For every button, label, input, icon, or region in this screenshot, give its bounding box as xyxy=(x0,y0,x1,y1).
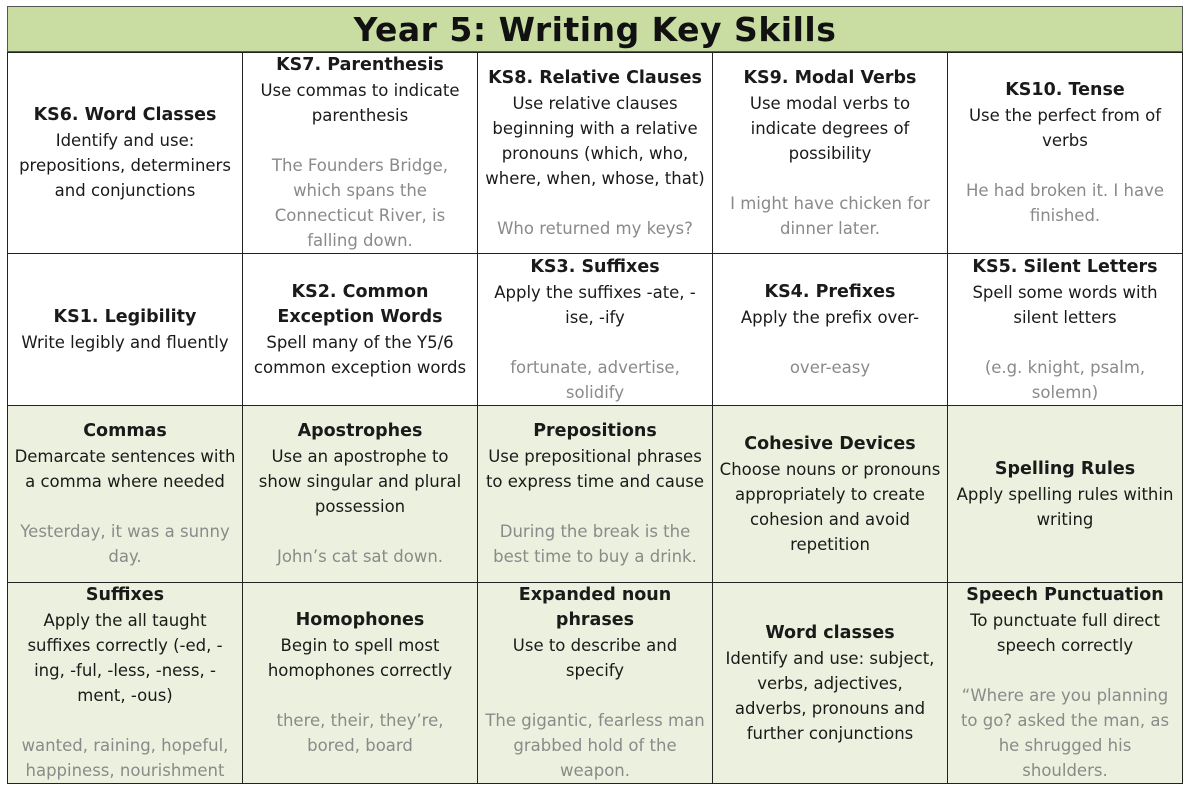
skill-cell xyxy=(713,583,948,784)
skill-cell xyxy=(243,583,478,784)
skill-cell xyxy=(948,254,1183,406)
skill-description: Apply the prefix over- xyxy=(740,307,920,327)
skill-heading: KS5. Silent Letters xyxy=(972,256,1158,277)
skill-description: Use to describe and specify xyxy=(512,636,678,680)
skills-row xyxy=(8,254,1183,406)
skill-example: over-easy xyxy=(789,357,871,377)
skill-heading: KS10. Tense xyxy=(1005,80,1125,100)
skill-cell xyxy=(8,53,243,254)
skill-heading: Cohesive Devices xyxy=(744,433,916,454)
skill-heading: KS3. Suffixes xyxy=(530,256,660,277)
skill-cell xyxy=(478,254,713,406)
skill-description: Demarcate sentences with a comma where needed xyxy=(14,447,236,491)
skill-description: Use the perfect from of verbs xyxy=(968,106,1162,150)
skill-heading: KS4. Prefixes xyxy=(764,281,896,302)
skill-example: The gigantic, fearless man grabbed hold of the weapon. xyxy=(485,711,705,780)
skills-row xyxy=(8,406,1183,583)
skill-example: “Where are you planning to go? asked the man, as he shrugged his shoulders. xyxy=(960,686,1170,780)
skill-example: Who returned my keys? xyxy=(497,218,693,238)
skill-heading: Expanded noun phrases xyxy=(518,585,672,630)
skill-description: Use prepositional phrases to express time and cause xyxy=(485,447,705,491)
skill-description: Spell some words with silent letters xyxy=(972,282,1158,327)
skill-description: Choose nouns or pronouns appropriately to create cohesion and avoid repetition xyxy=(719,459,941,554)
skill-cell xyxy=(713,53,948,254)
skill-cell xyxy=(8,254,243,406)
skill-example: there, their, they’re, bored, board xyxy=(276,711,444,755)
skill-heading: Homophones xyxy=(295,610,425,630)
skill-heading: KS1. Legibility xyxy=(53,306,197,327)
skill-cell xyxy=(8,406,243,583)
skill-cell xyxy=(243,254,478,406)
skill-cell xyxy=(478,406,713,583)
skill-description: Use an apostrophe to show singular and plural possession xyxy=(258,447,462,516)
skill-heading: KS7. Parenthesis xyxy=(276,55,444,75)
skill-cell xyxy=(713,254,948,406)
skill-cell xyxy=(948,53,1183,254)
skill-description: Identify and use: subject, verbs, adjectives, adverbs, pronouns and further conjunctions xyxy=(725,648,935,743)
skills-sheet xyxy=(7,6,1183,786)
skill-example: Yesterday, it was a sunny day. xyxy=(20,522,230,566)
skill-example: wanted, raining, hopeful, happiness, nourishment xyxy=(21,736,229,780)
skill-cell xyxy=(948,583,1183,784)
skill-description: Apply spelling rules within writing xyxy=(956,484,1174,529)
skill-description: Begin to spell most homophones correctly xyxy=(267,636,453,680)
skill-example: I might have chicken for dinner later. xyxy=(730,193,930,238)
skill-example: During the break is the best time to buy a drink. xyxy=(493,522,697,566)
skill-heading: Prepositions xyxy=(533,421,657,441)
skill-cell xyxy=(478,583,713,784)
skill-example: fortunate, advertise, solidify xyxy=(510,357,680,402)
skill-heading: Speech Punctuation xyxy=(966,585,1164,605)
skill-heading: KS2. Common Exception Words xyxy=(277,281,443,327)
skill-heading: Spelling Rules xyxy=(994,458,1136,479)
skill-example: (e.g. knight, psalm, solemn) xyxy=(984,357,1146,402)
skill-description: Apply the suffixes -ate, -ise, -ify xyxy=(494,282,696,327)
skill-description: Use relative clauses beginning with a relative pronouns (which, who, where, when, whose, that) xyxy=(485,93,705,188)
skill-cell xyxy=(8,583,243,784)
skill-description: Use modal verbs to indicate degrees of possibility xyxy=(749,93,911,163)
skill-example: The Founders Bridge, which spans the Connecticut River, is falling down. xyxy=(271,156,449,250)
skill-heading: KS6. Word Classes xyxy=(33,105,217,125)
skill-description: Identify and use: prepositions, determiners and conjunctions xyxy=(19,131,231,200)
skill-cell xyxy=(243,53,478,254)
skill-heading: KS9. Modal Verbs xyxy=(743,67,917,88)
skill-description: To punctuate full direct speech correctly xyxy=(970,611,1160,655)
skill-heading: Suffixes xyxy=(85,585,165,605)
skills-row xyxy=(8,583,1183,784)
skill-heading: Word classes xyxy=(765,622,895,643)
skill-description: Use commas to indicate parenthesis xyxy=(260,81,460,125)
skill-example: John’s cat sat down. xyxy=(276,547,444,566)
skill-cell xyxy=(243,406,478,583)
skill-description: Apply the all taught suffixes correctly (-ed, -ing, -ful, -less, -ness, -ment, -ous) xyxy=(27,611,223,705)
skill-description: Write legibly and fluently xyxy=(21,332,229,352)
skill-cell xyxy=(948,406,1183,583)
page-title: Year 5: Writing Key Skills xyxy=(7,6,1183,52)
skill-description: Spell many of the Y5/6 common exception words xyxy=(253,332,467,377)
skills-row xyxy=(8,53,1183,254)
skill-example: He had broken it. I have finished. xyxy=(965,181,1165,225)
skill-heading: Apostrophes xyxy=(297,421,423,441)
skill-heading: Commas xyxy=(83,421,167,441)
skill-cell xyxy=(713,406,948,583)
skill-heading: KS8. Relative Clauses xyxy=(488,67,702,88)
skill-cell xyxy=(478,53,713,254)
skills-grid xyxy=(7,52,1183,784)
